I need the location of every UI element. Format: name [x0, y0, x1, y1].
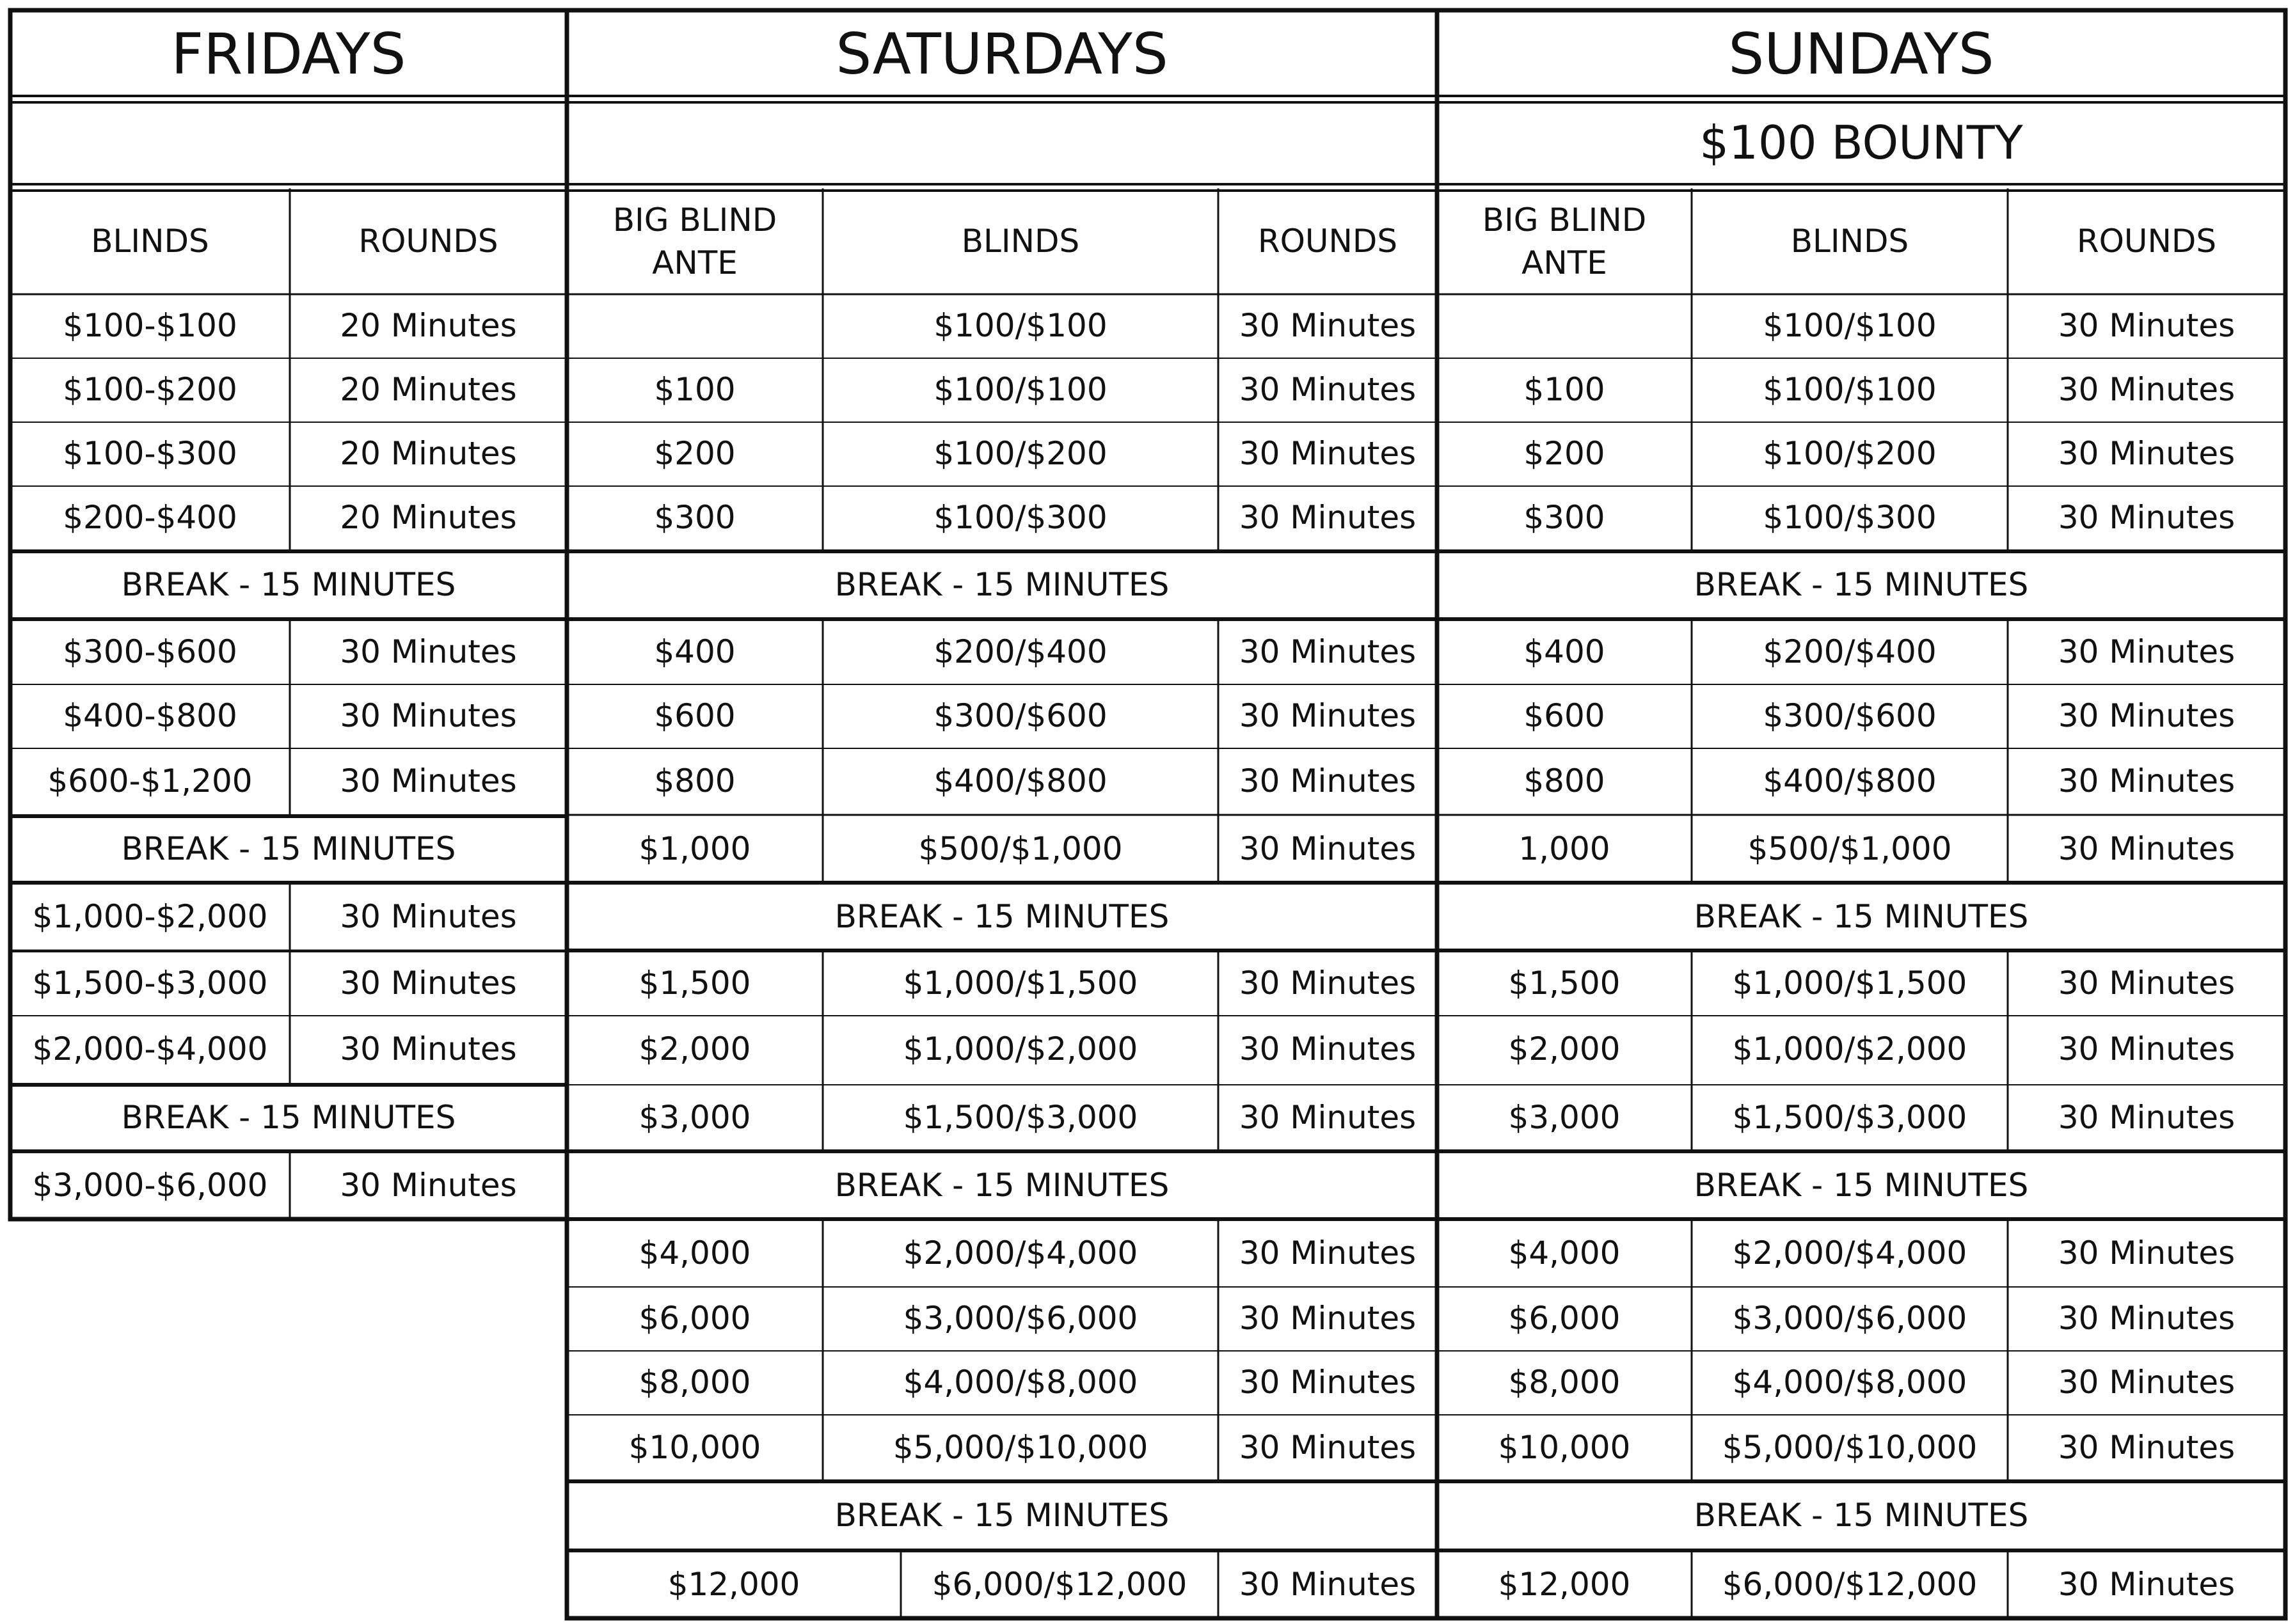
sundays-row-rounds: 30 Minutes: [2058, 307, 2235, 345]
sundays-row-blinds: $100/$100: [1763, 371, 1937, 409]
fridays-row-rounds: 20 Minutes: [340, 435, 517, 473]
sundays-row-rounds: 30 Minutes: [2058, 1300, 2235, 1337]
saturdays-row-blinds: $500/$1,000: [918, 830, 1123, 868]
sundays-row-blinds: $100/$100: [1763, 307, 1937, 345]
sundays-row-ante: $4,000: [1508, 1234, 1621, 1272]
saturdays-row-blinds: $100/$100: [933, 307, 1108, 345]
saturdays-row-rounds: 30 Minutes: [1239, 633, 1417, 671]
fridays-break: BREAK - 15 MINUTES: [121, 830, 456, 868]
sundays-row-rounds: 30 Minutes: [2058, 830, 2235, 868]
fridays-row-rounds: 20 Minutes: [340, 371, 517, 409]
sundays-row-blinds: $1,500/$3,000: [1732, 1099, 1967, 1137]
saturdays-row-ante: $12,000: [667, 1566, 800, 1604]
saturdays-break: BREAK - 15 MINUTES: [834, 1497, 1170, 1534]
fridays-row-blinds: $2,000-$4,000: [32, 1030, 268, 1068]
saturdays-row-ante: $8,000: [639, 1364, 751, 1401]
sundays-header-ante: BIG BLIND ANTE: [1482, 201, 1647, 281]
saturdays-title: SATURDAYS: [836, 20, 1168, 87]
sundays-row-blinds: $4,000/$8,000: [1732, 1364, 1967, 1401]
saturdays-row-blinds: $100/$200: [933, 435, 1108, 473]
saturdays-row-ante: $10,000: [628, 1429, 761, 1467]
saturdays-break: BREAK - 15 MINUTES: [834, 898, 1170, 936]
sundays-row-ante: $600: [1523, 697, 1605, 735]
sundays-row-ante: $100: [1523, 371, 1605, 409]
fridays-row-blinds: $1,000-$2,000: [32, 898, 268, 936]
fridays-row-blinds: $1,500-$3,000: [32, 965, 268, 1002]
sundays-subtitle: $100 BOUNTY: [1699, 116, 2023, 170]
sundays-row-rounds: 30 Minutes: [2058, 697, 2235, 735]
sundays-row-rounds: 30 Minutes: [2058, 1566, 2235, 1604]
sundays-row-ante: $12,000: [1498, 1566, 1631, 1604]
sundays-row-blinds: $1,000/$2,000: [1732, 1030, 1967, 1068]
sundays-row-blinds: $200/$400: [1763, 633, 1937, 671]
fridays-break: BREAK - 15 MINUTES: [121, 566, 456, 604]
saturdays-row-ante: [567, 294, 823, 358]
saturdays-row-rounds: 30 Minutes: [1239, 499, 1417, 537]
saturdays-row-rounds: 30 Minutes: [1239, 371, 1417, 409]
saturdays-row-rounds: 30 Minutes: [1239, 1030, 1417, 1068]
saturdays-row-ante: $200: [654, 435, 736, 473]
saturdays-row-blinds: $1,000/$1,500: [903, 965, 1138, 1002]
sundays-header-rounds: ROUNDS: [2076, 223, 2217, 260]
sundays-row-ante: $10,000: [1498, 1429, 1631, 1467]
saturdays-row-blinds: $5,000/$10,000: [893, 1429, 1148, 1467]
sundays-break: BREAK - 15 MINUTES: [1694, 1497, 2029, 1534]
sundays-row-blinds: $1,000/$1,500: [1732, 965, 1967, 1002]
saturdays-row-rounds: 30 Minutes: [1239, 1099, 1417, 1137]
saturdays-row-ante: $1,500: [639, 965, 751, 1002]
sundays-header-blinds: BLINDS: [1790, 223, 1909, 260]
fridays-row-rounds: 20 Minutes: [340, 307, 517, 345]
sundays-row-rounds: 30 Minutes: [2058, 435, 2235, 473]
fridays-row-rounds: 30 Minutes: [340, 1030, 517, 1068]
saturdays-row-blinds: $200/$400: [933, 633, 1108, 671]
sundays-row-rounds: 30 Minutes: [2058, 371, 2235, 409]
fridays-row-blinds: $400-$800: [63, 697, 237, 735]
saturdays-row-rounds: 30 Minutes: [1239, 697, 1417, 735]
sundays-row-ante: [1437, 294, 1692, 358]
sundays-row-ante: $400: [1523, 633, 1605, 671]
saturdays-row-rounds: 30 Minutes: [1239, 830, 1417, 868]
sundays-row-ante: $6,000: [1508, 1300, 1621, 1337]
saturdays-break: BREAK - 15 MINUTES: [834, 566, 1170, 604]
saturdays-header-rounds: ROUNDS: [1257, 223, 1398, 260]
fridays-row-rounds: 30 Minutes: [340, 633, 517, 671]
fridays-break: BREAK - 15 MINUTES: [121, 1099, 456, 1137]
saturdays-row-rounds: 30 Minutes: [1239, 1429, 1417, 1467]
sundays-row-ante: $200: [1523, 435, 1605, 473]
saturdays-header-blinds: BLINDS: [961, 223, 1080, 260]
sundays-row-ante: $800: [1523, 762, 1605, 800]
sundays-title: SUNDAYS: [1728, 20, 1994, 87]
fridays-row-blinds: $200-$400: [63, 499, 237, 537]
fridays-row-blinds: $300-$600: [63, 633, 237, 671]
saturdays-row-blinds: $400/$800: [933, 762, 1108, 800]
saturdays-row-blinds: $2,000/$4,000: [903, 1234, 1138, 1272]
sundays-row-rounds: 30 Minutes: [2058, 965, 2235, 1002]
sundays-row-ante: $1,500: [1508, 965, 1621, 1002]
saturdays-row-rounds: 30 Minutes: [1239, 965, 1417, 1002]
saturdays-row-ante: $800: [654, 762, 736, 800]
saturdays-header-ante: BIG BLIND ANTE: [612, 201, 777, 281]
saturdays-row-blinds: $300/$600: [933, 697, 1108, 735]
fridays-row-rounds: 30 Minutes: [340, 697, 517, 735]
sundays-row-blinds: $5,000/$10,000: [1722, 1429, 1978, 1467]
saturdays-row-blinds: $4,000/$8,000: [903, 1364, 1138, 1401]
fridays-row-blinds: $100-$300: [63, 435, 237, 473]
saturdays-row-rounds: 30 Minutes: [1239, 762, 1417, 800]
fridays-row-rounds: 30 Minutes: [340, 898, 517, 936]
saturdays-row-blinds: $1,000/$2,000: [903, 1030, 1138, 1068]
sundays-row-blinds: $2,000/$4,000: [1732, 1234, 1967, 1272]
sundays-row-ante: $300: [1523, 499, 1605, 537]
sundays-row-rounds: 30 Minutes: [2058, 1364, 2235, 1401]
sundays-row-rounds: 30 Minutes: [2058, 499, 2235, 537]
saturdays-row-blinds: $100/$100: [933, 371, 1108, 409]
sundays-row-blinds: $6,000/$12,000: [1722, 1566, 1978, 1604]
sundays-break: BREAK - 15 MINUTES: [1694, 898, 2029, 936]
sundays-row-ante: $2,000: [1508, 1030, 1621, 1068]
saturdays-row-rounds: 30 Minutes: [1239, 307, 1417, 345]
saturdays-row-blinds: $3,000/$6,000: [903, 1300, 1138, 1337]
sundays-row-ante: 1,000: [1518, 830, 1610, 868]
saturdays-break: BREAK - 15 MINUTES: [834, 1167, 1170, 1204]
fridays-row-blinds: $3,000-$6,000: [32, 1167, 268, 1204]
sundays-row-blinds: $100/$300: [1763, 499, 1937, 537]
saturdays-row-blinds: $1,500/$3,000: [903, 1099, 1138, 1137]
sundays-row-rounds: 30 Minutes: [2058, 1234, 2235, 1272]
saturdays-row-ante: $1,000: [639, 830, 751, 868]
sundays-row-blinds: $100/$200: [1763, 435, 1937, 473]
sundays-row-rounds: 30 Minutes: [2058, 1099, 2235, 1137]
saturdays-row-rounds: 30 Minutes: [1239, 435, 1417, 473]
saturdays-row-blinds: $100/$300: [933, 499, 1108, 537]
sundays-row-blinds: $500/$1,000: [1747, 830, 1952, 868]
sundays-row-rounds: 30 Minutes: [2058, 1429, 2235, 1467]
saturdays-subtitle: [567, 100, 1437, 187]
saturdays-row-ante: $2,000: [639, 1030, 751, 1068]
saturdays-row-rounds: 30 Minutes: [1239, 1234, 1417, 1272]
fridays-row-blinds: $100-$200: [63, 371, 237, 409]
saturdays-row-ante: $3,000: [639, 1099, 751, 1137]
saturdays-row-rounds: 30 Minutes: [1239, 1566, 1417, 1604]
sundays-row-ante: $3,000: [1508, 1099, 1621, 1137]
saturdays-row-rounds: 30 Minutes: [1239, 1364, 1417, 1401]
saturdays-row-ante: $4,000: [639, 1234, 751, 1272]
sundays-row-rounds: 30 Minutes: [2058, 1030, 2235, 1068]
fridays-row-blinds: $600-$1,200: [47, 762, 253, 800]
sundays-break: BREAK - 15 MINUTES: [1694, 566, 2029, 604]
fridays-header-rounds: ROUNDS: [358, 223, 498, 260]
fridays-row-rounds: 20 Minutes: [340, 499, 517, 537]
fridays-title: FRIDAYS: [171, 20, 406, 87]
fridays-header-blinds: BLINDS: [91, 223, 209, 260]
fridays-row-rounds: 30 Minutes: [340, 965, 517, 1002]
sundays-row-blinds: $400/$800: [1763, 762, 1937, 800]
saturdays-row-blinds: $6,000/$12,000: [932, 1566, 1187, 1604]
sundays-row-rounds: 30 Minutes: [2058, 762, 2235, 800]
sundays-row-blinds: $3,000/$6,000: [1732, 1300, 1967, 1337]
fridays-row-blinds: $100-$100: [63, 307, 237, 345]
sundays-row-blinds: $300/$600: [1763, 697, 1937, 735]
saturdays-row-ante: $400: [654, 633, 736, 671]
fridays-row-rounds: 30 Minutes: [340, 762, 517, 800]
sundays-break: BREAK - 15 MINUTES: [1694, 1167, 2029, 1204]
saturdays-row-ante: $100: [654, 371, 736, 409]
fridays-row-rounds: 30 Minutes: [340, 1167, 517, 1204]
sundays-row-rounds: 30 Minutes: [2058, 633, 2235, 671]
saturdays-row-rounds: 30 Minutes: [1239, 1300, 1417, 1337]
saturdays-row-ante: $6,000: [639, 1300, 751, 1337]
saturdays-row-ante: $600: [654, 697, 736, 735]
sundays-row-ante: $8,000: [1508, 1364, 1621, 1401]
saturdays-row-ante: $300: [654, 499, 736, 537]
